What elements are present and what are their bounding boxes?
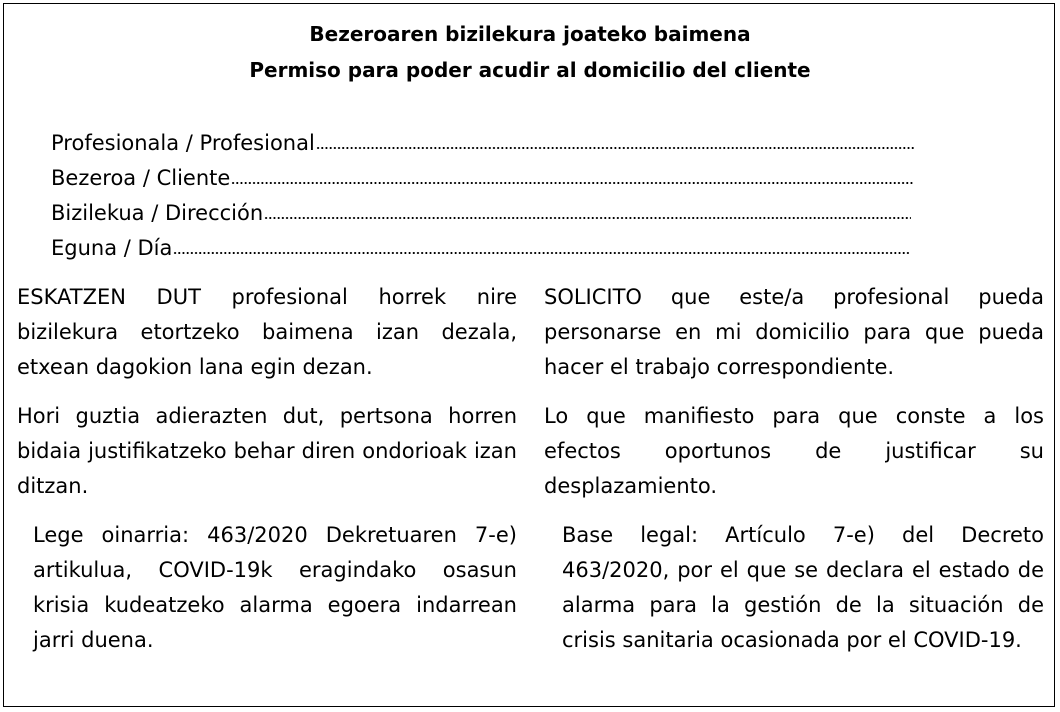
declaration-basque: Hori guztia adierazten dut, pertsona horren bidaia justifikatzeko behar diren ondorioak izan ditzan.	[17, 404, 517, 498]
field-client-dotted-line[interactable]	[231, 180, 913, 186]
title-spanish: Permiso para poder acudir al domicilio del cliente	[249, 58, 811, 82]
field-professional-label: Profesionala / Profesional	[51, 131, 315, 155]
legal-basis-spanish: Base legal: Artículo 7-e) del Decreto 463/2020, por el que se declara el estado de alarma para la gestión de la situación de crisis sanitaria ocasionada por el COVID-19.	[562, 523, 1044, 652]
title-basque: Bezeroaren bizilekura joateko baimena	[309, 22, 751, 46]
request-basque: ESKATZEN DUT profesional horrek nire bizilekura etortzeko baimena izan dezala, etxean dagokion lana egin dezan.	[17, 285, 517, 379]
field-date[interactable]	[51, 232, 909, 262]
field-address-dotted-line[interactable]	[264, 215, 911, 221]
field-client[interactable]	[51, 162, 913, 192]
field-address[interactable]	[51, 197, 911, 227]
field-address-label: Bizilekua / Dirección	[51, 201, 264, 225]
field-professional-dotted-line[interactable]	[316, 145, 915, 151]
field-date-dotted-line[interactable]	[173, 250, 909, 256]
request-spanish: SOLICITO que este/a profesional pueda personarse en mi domicilio para que pueda hacer el trabajo correspondiente.	[544, 285, 1044, 379]
field-client-label: Bezeroa / Cliente	[51, 166, 231, 190]
declaration-spanish: Lo que manifiesto para que conste a los efectos oportunos de justificar su desplazamiento.	[544, 404, 1044, 498]
legal-basis-basque: Lege oinarria: 463/2020 Dekretuaren 7-e) artikulua, COVID-19k eragindako osasun krisia kudeatzeko alarma egoera indarrean jarri duena.	[33, 523, 517, 652]
field-professional[interactable]	[51, 127, 915, 157]
field-date-label: Eguna / Día	[51, 236, 173, 260]
